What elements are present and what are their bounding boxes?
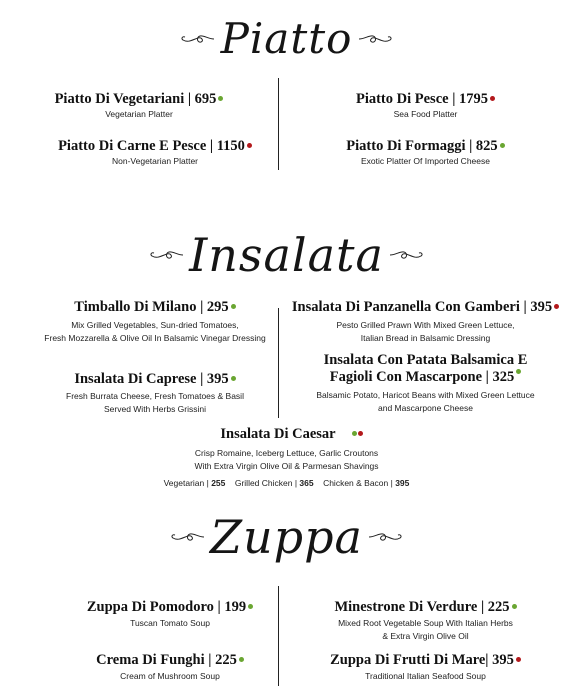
price-option: Grilled Chicken | 365 [234, 478, 314, 488]
item-description-line: Italian Bread in Balsamic Dressing [360, 333, 491, 343]
item-description: Tuscan Tomato Soup [130, 618, 210, 628]
menu-item [278, 299, 573, 345]
item-description-line: Mix Grilled Vegetables, Sun-dried Tomatoes, [71, 320, 239, 330]
non-veg-indicator-icon [490, 96, 495, 101]
veg-indicator-icon [231, 304, 236, 309]
section-title-piatto: Piatto [220, 14, 353, 63]
item-name: Zuppa Di Frutti Di Mare| 395 [330, 652, 514, 668]
menu-item [0, 138, 310, 168]
menu-item [0, 91, 278, 121]
non-veg-indicator-icon [247, 143, 252, 148]
section-heading-insalata [0, 228, 573, 282]
veg-indicator-icon [248, 604, 253, 609]
item-description-line: Fresh Burrata Cheese, Fresh Tomatoes & Basil [66, 391, 244, 401]
price-option: Chicken & Bacon | 395 [323, 478, 410, 488]
item-description-line: and Mascarpone Cheese [378, 403, 473, 413]
item-description-line: Pesto Grilled Prawn With Mixed Green Lettuce, [336, 320, 515, 330]
flourish-left-icon [180, 32, 216, 46]
veg-indicator-icon [352, 431, 357, 436]
veg-indicator-icon [516, 369, 521, 374]
flourish-right-icon [367, 530, 403, 544]
item-name: Minestrone Di Verdure | 225 [334, 599, 510, 615]
item-name-line: Insalata Con Patata Balsamica E [323, 352, 528, 368]
item-description-line: Crisp Romaine, Iceberg Lettuce, Garlic Croutons [194, 448, 379, 458]
item-name: Insalata Di Caprese | 395 [74, 371, 229, 387]
menu-item [278, 352, 573, 415]
price-option: Vegetarian | 255 [163, 478, 226, 488]
item-name: Piatto Di Pesce | 1795 [355, 91, 489, 107]
veg-indicator-icon [218, 96, 223, 101]
flourish-left-icon [149, 248, 185, 262]
item-description: Traditional Italian Seafood Soup [365, 671, 486, 681]
item-name: Insalata Di Panzanella Con Gamberi | 395 [291, 299, 553, 315]
item-description-line: Fresh Mozzarella & Olive Oil In Balsamic Vinegar Dressing [44, 333, 266, 343]
item-name: Piatto Di Formaggi | 825 [346, 138, 498, 154]
flourish-right-icon [388, 248, 424, 262]
item-name: Piatto Di Vegetariani | 695 [54, 91, 217, 107]
section-heading-piatto [0, 14, 573, 63]
section-title-zuppa: Zuppa [210, 510, 363, 564]
item-description: Vegetarian Platter [105, 109, 173, 119]
menu-item [278, 91, 573, 121]
veg-indicator-icon [500, 143, 505, 148]
item-description: Exotic Platter Of Imported Cheese [361, 156, 490, 166]
menu-item [0, 426, 573, 473]
menu-item [278, 652, 573, 683]
veg-indicator-icon [239, 657, 244, 662]
item-name: Timballo Di Milano | 295 [74, 299, 229, 315]
item-description: Non-Vegetarian Platter [112, 156, 198, 166]
section-heading-zuppa [0, 510, 573, 564]
item-description-line: Served With Herbs Grissini [103, 404, 207, 414]
item-description: Cream of Mushroom Soup [120, 671, 220, 681]
non-veg-indicator-icon [516, 657, 521, 662]
section-title-insalata: Insalata [189, 228, 384, 282]
item-name: Crema Di Funghi | 225 [96, 652, 237, 668]
item-name-line: Fagioli Con Mascarpone | 325 [329, 369, 515, 385]
flourish-left-icon [170, 530, 206, 544]
item-description: Sea Food Platter [393, 109, 458, 119]
veg-indicator-icon [512, 604, 517, 609]
menu-item [0, 371, 310, 416]
flourish-right-icon [357, 32, 393, 46]
non-veg-indicator-icon [358, 431, 363, 436]
item-name: Piatto Di Carne E Pesce | 1150 [58, 138, 245, 154]
item-name: Insalata Di Caesar [220, 426, 336, 442]
veg-indicator-icon [231, 376, 236, 381]
item-description-line: Balsamic Potato, Haricot Beans with Mixed Green Lettuce [316, 390, 535, 400]
menu-item [278, 599, 573, 643]
item-description-line: Mixed Root Vegetable Soup With Italian Herbs [338, 618, 513, 628]
item-description-line: With Extra Virgin Olive Oil & Parmesan Shavings [194, 461, 379, 471]
menu-item [278, 138, 573, 168]
caesar-price-options [0, 478, 573, 488]
menu-item [0, 299, 310, 345]
item-name: Zuppa Di Pomodoro | 199 [86, 599, 247, 615]
non-veg-indicator-icon [554, 304, 559, 309]
item-description-line: & Extra Virgin Olive Oil [382, 631, 469, 641]
